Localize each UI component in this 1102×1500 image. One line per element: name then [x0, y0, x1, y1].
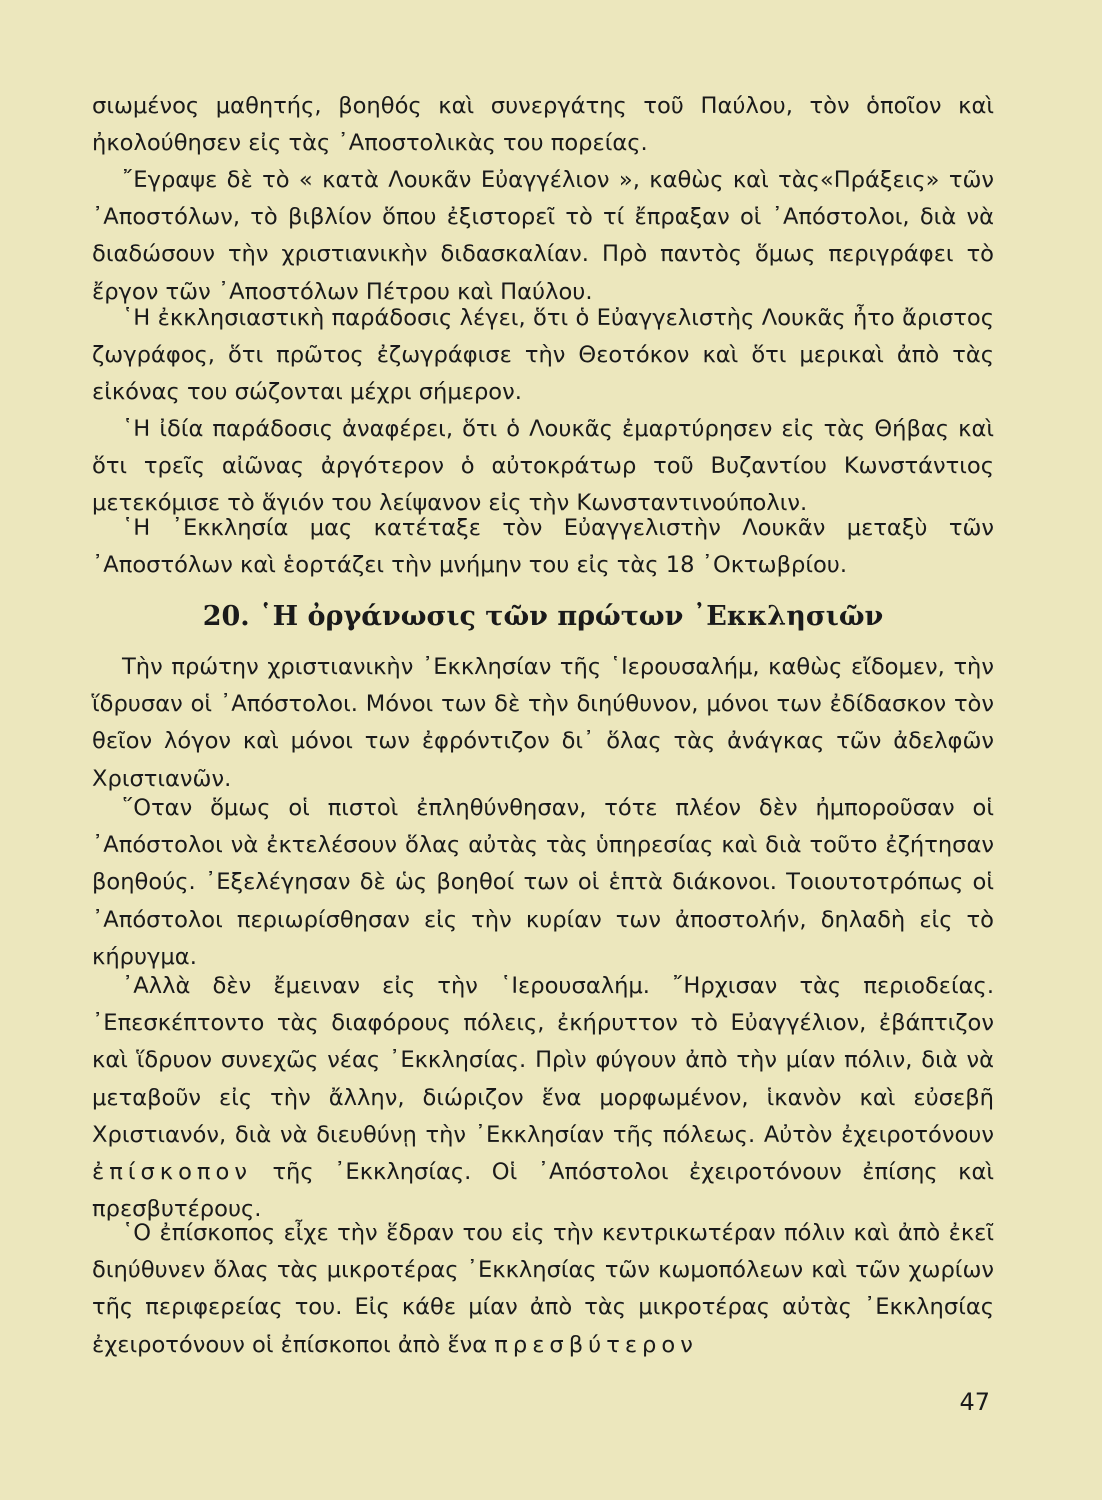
- paragraph-bishops-text-end: τῆς ᾽Εκκλησίας. Οἱ ᾽Απόστολοι ἐχειροτόνουν ἐπίσης καὶ πρεσβυτέρους.: [92, 1159, 994, 1223]
- paragraph-presbyters-text: ῾Ο ἐπίσκοπος εἶχε τὴν ἕδραν του εἰς τὴν κεντρικωτέραν πόλιν καὶ ἀπὸ ἐκεῖ διηύθυνεν ὅλας τὰς μικροτέρας ᾽Εκκλησίας τῶν κωμοπόλεων καὶ τῶν χωρίων τῆς περιφερείας του. Εἰς κάθε μίαν ἀπὸ τὰς μικροτέρας αὐτὰς ᾽Εκκλησίας ἐχειροτόνουν οἱ ἐπίσκοποι ἀπὸ ἕνα: [92, 1220, 994, 1358]
- paragraph-deacons: ῞Οταν ὅμως οἱ πιστοὶ ἐπληθύνθησαν, τότε πλέον δὲν ἠμποροῦσαν οἱ ᾽Απόστολοι νὰ ἐκτελέσουν ὅλας αὐτὰς τὰς ὑπηρεσίας καὶ διὰ τοῦτο ἐζήτησαν βοηθούς. ᾽Εξελέγησαν δὲ ὡς βοηθοί των οἱ ἑπτὰ διάκονοι. Τοιουτοτρόπως οἱ ᾽Απόστολοι περιωρίσθησαν εἰς τὴν κυρίαν των ἀποστολήν, δηλαδὴ εἰς τὸ κήρυγμα.: [92, 795, 994, 970]
- section-title: 20. ῾Η ὀργάνωσις τῶν πρώτων ᾽Εκκλησιῶν: [202, 601, 884, 632]
- emphasized-term-presbyter: πρεσβύτερον: [494, 1331, 698, 1358]
- paragraph-luke-martyrdom: ῾Η ἰδία παράδοσις ἀναφέρει, ὅτι ὁ Λουκᾶς ἐμαρτύρησεν εἰς τὰς Θήβας καὶ ὅτι τρεῖς αἰῶνας ἀργότερον ὁ αὐτοκράτωρ τοῦ Βυζαντίου Κωνστάντιος μετεκόμισε τὸ ἅγιόν του λείψανον εἰς τὴν Κωνσταντινούπολιν.: [92, 416, 994, 517]
- paragraph-bishops-text-start: ᾽Αλλὰ δὲν ἔμειναν εἰς τὴν ῾Ιερουσαλήμ. ῎Ηρχισαν τὰς περιοδείας. ᾽Επεσκέπτοντο τὰς διαφόρους πόλεις, ἐκήρυττον τὸ Εὐαγγέλιον, ἐβάπτιζον καὶ ἵδρυον συνεχῶς νέας ᾽Εκκλησίας. Πρὶν φύγουν ἀπὸ τὴν μίαν πόλιν, διὰ νὰ μεταβοῦν εἰς τὴν ἄλλην, διώριζον ἕνα μορφωμένον, ἱκανὸν καὶ εὐσεβῆ Χριστιανόν, διὰ νὰ διευθύνῃ τὴν ᾽Εκκλησίαν τῆς πόλεως. Αὐτὸν ἐχειροτόνουν: [92, 973, 994, 1148]
- paragraph-first-church: Τὴν πρώτην χριστιανικὴν ᾽Εκκλησίαν τῆς ῾Ιερουσαλήμ, καθὼς εἴδομεν, τὴν ἵδρυσαν οἱ ᾽Απόστολοι. Μόνοι των δὲ τὴν διηύθυνον, μόνοι των ἐδίδασκον τὸν θεῖον λόγον καὶ μόνοι των ἐφρόντιζον δι᾽ ὅλας τὰς ἀνάγκας τῶν ἀδελφῶν Χριστιανῶν.: [92, 654, 994, 792]
- paragraph-luke-writings: ῎Εγραψε δὲ τὸ « κατὰ Λουκᾶν Εὐαγγέλιον », καθὼς καὶ τὰς«Πράξεις» τῶν ᾽Αποστόλων, τὸ βιβλίον ὅπου ἐξιστορεῖ τὸ τί ἔπραξαν οἱ ᾽Απόστολοι, διὰ νὰ διαδώσουν τὴν χριστιανικὴν διδασκαλίαν. Πρὸ παντὸς ὅμως περιγράφει τὸ ἔργον τῶν ᾽Αποστόλων Πέτρου καὶ Παύλου.: [92, 167, 994, 305]
- paragraph-luke-disciple: σιωμένος μαθητής, βοηθός καὶ συνεργάτης τοῦ Παύλου, τὸν ὁποῖον καὶ ἠκολούθησεν εἰς τὰς ᾽Αποστολικὰς του πορείας.: [92, 93, 994, 157]
- emphasized-term-bishop: ἐπίσκοπον: [92, 1159, 252, 1186]
- paragraph-bishops: [92, 968, 994, 1228]
- paragraph-luke-feast: ῾Η ᾽Εκκλησία μας κατέταξε τὸν Εὐαγγελιστὴν Λουκᾶν μεταξὺ τῶν ᾽Αποστόλων καὶ ἑορτάζει τὴν μνήμην του εἰς τὰς 18 ᾽Οκτωβρίου.: [92, 515, 994, 579]
- page-number: 47: [959, 1388, 990, 1416]
- paragraph-presbyters: [92, 1215, 994, 1364]
- paragraph-luke-painter: ῾Η ἐκκλησιαστικὴ παράδοσις λέγει, ὅτι ὁ Εὐαγγελιστὴς Λουκᾶς ἦτο ἄριστος ζωγράφος, ὅτι πρῶτος ἐζωγράφισε τὴν Θεοτόκον καὶ ὅτι μερικαὶ ἀπὸ τὰς εἰκόνας του σώζονται μέχρι σήμερον.: [92, 305, 994, 406]
